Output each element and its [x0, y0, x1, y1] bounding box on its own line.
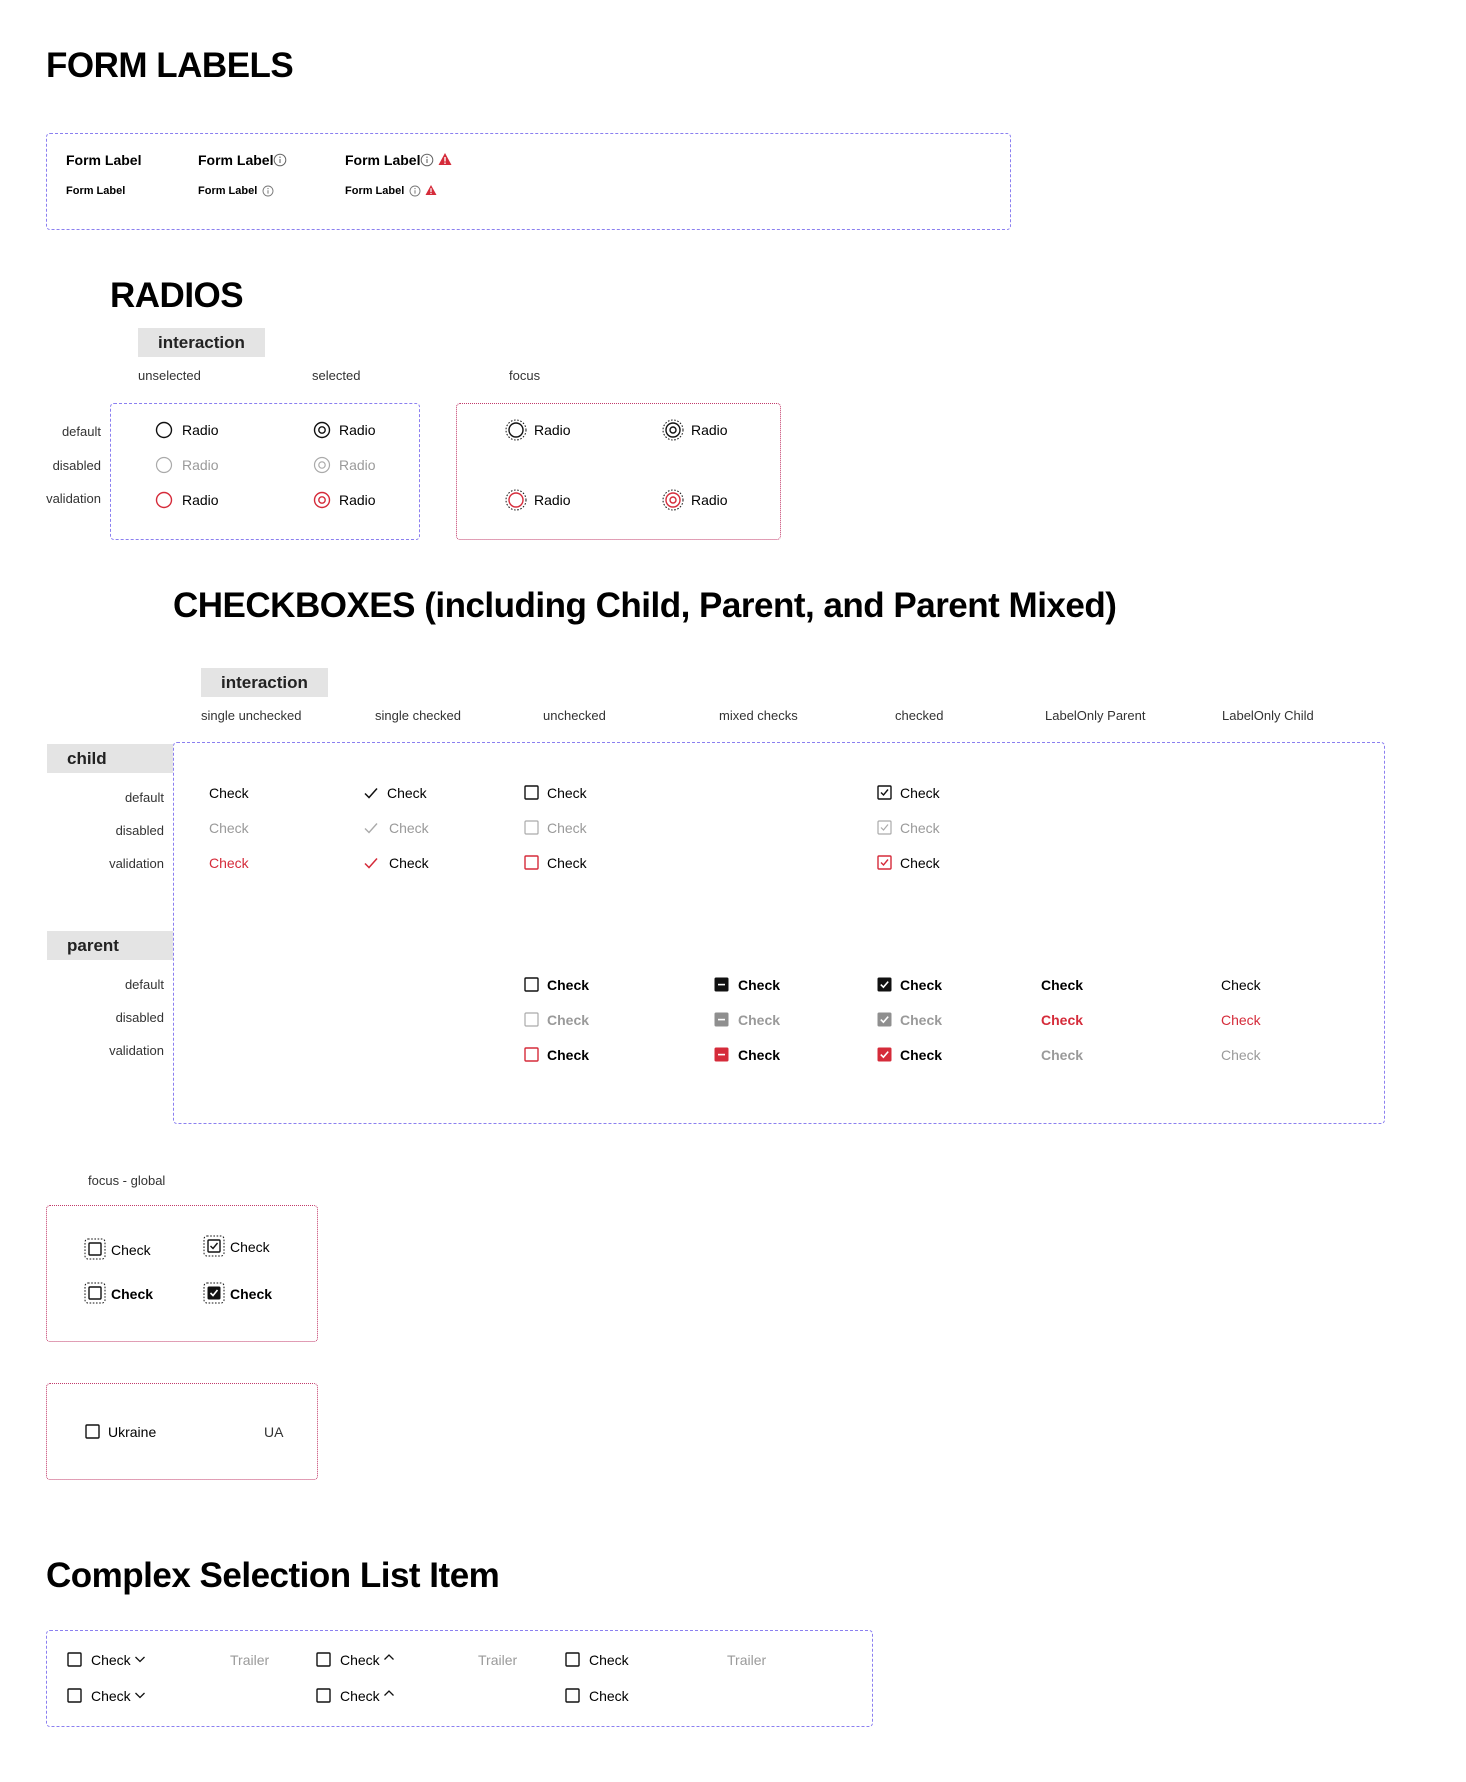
- checkboxes-title: CHECKBOXES (including Child, Parent, and Parent Mixed): [173, 586, 1117, 625]
- checkbox-unchecked[interactable]: [67, 1688, 82, 1703]
- check-label: Check: [91, 1652, 131, 1668]
- radio-unselected[interactable]: [155, 421, 173, 439]
- check-label: Check: [91, 1688, 131, 1704]
- radio-focus-selected[interactable]: [662, 419, 684, 441]
- form-label: Form Label: [198, 152, 274, 168]
- row-label: validation: [109, 1043, 164, 1058]
- checkbox-checked[interactable]: [877, 785, 892, 800]
- checkbox-unchecked[interactable]: [565, 1652, 580, 1667]
- group-tag-child: child: [47, 744, 173, 773]
- radio-label: Radio: [534, 492, 571, 508]
- warning-icon: [438, 152, 452, 166]
- check-label: Check: [389, 855, 429, 871]
- row-label: default: [124, 790, 164, 805]
- checkbox-checked-disabled: [877, 820, 892, 835]
- check-label: Check: [738, 1012, 781, 1028]
- trailer-text: Trailer: [727, 1652, 767, 1668]
- radio-label: Radio: [339, 457, 376, 473]
- check-label: Check: [900, 977, 943, 993]
- check-label: Check: [209, 820, 249, 836]
- form-label-small: Form Label: [66, 185, 126, 197]
- check-label: Check: [738, 1047, 781, 1063]
- column-header: selected: [312, 368, 361, 383]
- checkbox-unchecked-error[interactable]: [524, 855, 539, 870]
- radio-label: Radio: [339, 492, 376, 508]
- chevron-down-icon[interactable]: [134, 1690, 146, 1700]
- parent-checkbox-mixed[interactable]: [714, 977, 729, 992]
- check-label: Check: [900, 1047, 943, 1063]
- check-label: Check: [340, 1652, 380, 1668]
- check-label: Check: [589, 1652, 629, 1668]
- parent-checkbox-unchecked[interactable]: [524, 977, 539, 992]
- check-label: Check: [230, 1286, 273, 1302]
- radio-label: Radio: [691, 492, 728, 508]
- country-name: Ukraine: [108, 1424, 157, 1440]
- form-label-small: Form Label: [345, 185, 405, 197]
- check-label: Check: [900, 820, 940, 836]
- label-only-child: Check: [1221, 1047, 1261, 1063]
- check-label: Check: [738, 977, 781, 993]
- form-label: Form Label: [345, 152, 421, 168]
- radio-label: Radio: [691, 422, 728, 438]
- group-tag-parent: parent: [47, 931, 173, 960]
- checkbox-focus-checked[interactable]: [203, 1235, 225, 1257]
- label-only-child[interactable]: Check: [1221, 1012, 1261, 1028]
- label-only-child[interactable]: Check: [1221, 977, 1261, 993]
- check-label: Check: [230, 1239, 270, 1255]
- check-label: Check: [900, 785, 940, 801]
- check-label: Check: [547, 785, 587, 801]
- check-label: Check: [547, 1012, 590, 1028]
- radio-label: Radio: [534, 422, 571, 438]
- row-label: disabled: [115, 823, 164, 838]
- row-label: validation: [46, 491, 101, 506]
- column-header: single checked: [375, 708, 461, 723]
- row-label: disabled: [52, 458, 101, 473]
- radio-label: Radio: [182, 492, 219, 508]
- focus-global-caption: focus - global: [88, 1173, 166, 1188]
- radio-focus-unselected[interactable]: [505, 419, 527, 441]
- check-label[interactable]: Check: [209, 785, 249, 801]
- radio-selected[interactable]: [313, 421, 331, 439]
- checkbox-focus-unchecked[interactable]: [84, 1238, 106, 1260]
- radio-focus-selected-error[interactable]: [662, 489, 684, 511]
- checkbox-unchecked[interactable]: [565, 1688, 580, 1703]
- check-label: Check: [547, 820, 587, 836]
- interaction-tag: interaction: [138, 328, 265, 357]
- checkboxes-panel: [173, 742, 1385, 1124]
- check-label: Check: [387, 785, 427, 801]
- radio-label: Radio: [182, 422, 219, 438]
- column-header: LabelOnly Child: [1222, 708, 1314, 723]
- parent-checkbox-unchecked-disabled: [524, 1012, 539, 1027]
- label-only-parent[interactable]: Check: [1041, 1012, 1084, 1028]
- radio-focus-unselected-error[interactable]: [505, 489, 527, 511]
- chevron-up-icon[interactable]: [383, 1688, 395, 1698]
- radio-label: Radio: [182, 457, 219, 473]
- parent-checkbox-unchecked-error[interactable]: [524, 1047, 539, 1062]
- check-label: Check: [547, 977, 590, 993]
- check-label: Check: [111, 1286, 154, 1302]
- form-labels-panel: [46, 133, 1011, 230]
- column-header: checked: [895, 708, 944, 723]
- form-label-small: Form Label: [198, 185, 258, 197]
- label-only-parent[interactable]: Check: [1041, 977, 1084, 993]
- radio-selected-error[interactable]: [313, 491, 331, 509]
- form-labels-title: FORM LABELS: [46, 46, 294, 85]
- parent-checkbox-checked-error[interactable]: [877, 1047, 892, 1062]
- checkbox-unchecked[interactable]: [316, 1688, 331, 1703]
- column-header: unchecked: [543, 708, 606, 723]
- column-header: unselected: [138, 368, 201, 383]
- checkbox-unchecked[interactable]: [316, 1652, 331, 1667]
- check-label: Check: [589, 1688, 629, 1704]
- radio-unselected-error[interactable]: [155, 491, 173, 509]
- row-label: disabled: [115, 1010, 164, 1025]
- column-header: single unchecked: [201, 708, 302, 723]
- country-code: UA: [264, 1424, 284, 1440]
- parent-checkbox-focus-unchecked[interactable]: [84, 1282, 106, 1304]
- radio-label: Radio: [339, 422, 376, 438]
- parent-checkbox-checked[interactable]: [877, 977, 892, 992]
- label-only-parent: Check: [1041, 1047, 1084, 1063]
- row-label: validation: [109, 856, 164, 871]
- checkbox-checked-error[interactable]: [877, 855, 892, 870]
- complex-title: Complex Selection List Item: [46, 1556, 500, 1595]
- trailer-text: Trailer: [478, 1652, 518, 1668]
- checkbox-unchecked[interactable]: [67, 1652, 82, 1667]
- parent-checkbox-focus-checked[interactable]: [203, 1282, 225, 1304]
- warning-icon: [425, 184, 437, 196]
- row-label: default: [61, 424, 101, 439]
- form-label: Form Label: [66, 152, 142, 168]
- check-label[interactable]: Check: [209, 855, 249, 871]
- checkmark-icon[interactable]: [363, 785, 379, 801]
- check-label: Check: [111, 1242, 151, 1258]
- chevron-up-icon[interactable]: [383, 1652, 395, 1662]
- checkbox-unchecked[interactable]: [524, 785, 539, 800]
- radio-selected-disabled: [313, 456, 331, 474]
- chevron-down-icon[interactable]: [134, 1654, 146, 1664]
- check-label: Check: [389, 820, 429, 836]
- checkmark-icon: [363, 820, 379, 836]
- info-icon[interactable]: [420, 153, 434, 167]
- radios-title: RADIOS: [110, 276, 244, 315]
- column-header: LabelOnly Parent: [1045, 708, 1146, 723]
- interaction-tag: interaction: [201, 668, 328, 697]
- complex-panel: [46, 1630, 873, 1727]
- info-icon[interactable]: [409, 185, 421, 197]
- parent-checkbox-mixed-disabled: [714, 1012, 729, 1027]
- focus-global-panel: [46, 1205, 318, 1342]
- parent-checkbox-mixed-error[interactable]: [714, 1047, 729, 1062]
- info-icon[interactable]: [262, 185, 274, 197]
- column-header: mixed checks: [719, 708, 798, 723]
- column-header: focus: [509, 368, 541, 383]
- trailer-text: Trailer: [230, 1652, 270, 1668]
- check-label: Check: [547, 855, 587, 871]
- check-label: Check: [547, 1047, 590, 1063]
- check-label: Check: [900, 855, 940, 871]
- check-label: Check: [900, 1012, 943, 1028]
- radio-unselected-disabled: [155, 456, 173, 474]
- checkbox-unchecked[interactable]: [85, 1424, 100, 1439]
- row-label: default: [124, 977, 164, 992]
- check-label: Check: [340, 1688, 380, 1704]
- checkmark-icon[interactable]: [363, 855, 379, 871]
- info-icon[interactable]: [273, 153, 287, 167]
- checkbox-unchecked-disabled: [524, 820, 539, 835]
- parent-checkbox-checked-disabled: [877, 1012, 892, 1027]
